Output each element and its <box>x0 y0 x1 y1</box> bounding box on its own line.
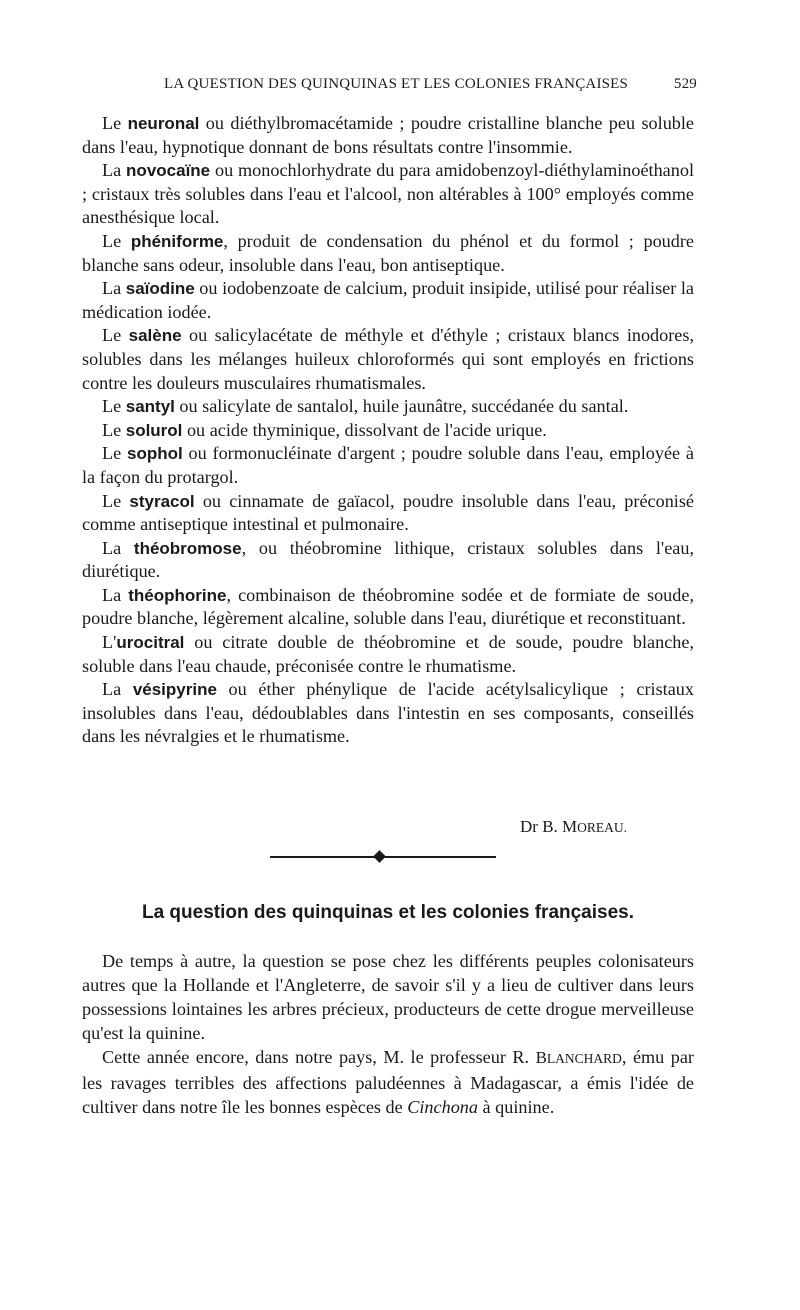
article-paragraph: De temps à autre, la question se pose chez les différents peuples colonisateurs autres que la Hollande et l'Angleterre, de savoir s'il y a lieu de cultiver dans leurs possessions lointaines les arbres précieux, producteurs de cette drogue merveilleuse qu'est la quinine. <box>82 951 694 1043</box>
article-text: , ému par les ravages terribles des affections paludéennes à Madagascar, a émis l'idée de cultiver dans notre île les bonnes espèces de <box>82 1047 694 1117</box>
entry-saiodine <box>82 277 694 324</box>
entry-sophol <box>82 442 694 489</box>
entry-text: ou cinnamate de gaïacol, poudre insoluble dans l'eau, préconisé comme antiseptique intestinal et pulmonaire. <box>82 490 694 535</box>
entry-prefix: La <box>102 160 127 181</box>
entry-prefix: Le <box>102 325 129 346</box>
diamond-ornament-icon <box>373 850 386 863</box>
article-body <box>82 949 694 1119</box>
running-header <box>82 76 697 100</box>
entry-prefix: La <box>102 278 126 299</box>
section-title: La question des quinquinas et les colonies françaises. <box>141 902 635 923</box>
entry-text: , combinaison de théobromine sodée et de formiate de soude, poudre blanche, légèrement alcaline, soluble dans l'eau, diurétique et reconstituant. <box>82 584 694 629</box>
entry-neuronal <box>82 112 694 159</box>
entry-term: urocitral <box>116 633 185 653</box>
entry-novocaine <box>82 159 694 230</box>
entry-term: théophorine <box>128 585 227 605</box>
author-name-rest: LANCHARD <box>546 1051 622 1066</box>
entry-text: ou éther phénylique de l'acide acétylsalicylique ; cristaux insolubles dans l'eau, dédoublables dans l'intestin en ses composants, conseillés dans les névralgies et le rhumatisme. <box>82 679 694 747</box>
running-title: LA QUESTION DES QUINQUINAS ET LES COLONIES FRANÇAISES <box>164 76 629 92</box>
section-divider <box>270 856 496 858</box>
article-paragraph <box>82 1045 694 1119</box>
page-number: 529 <box>673 76 697 92</box>
article-text: Cette année encore, dans notre pays, M. le professeur R. <box>102 1047 536 1067</box>
entry-text: , ou théobromine lithique, cristaux solubles dans l'eau, diurétique. <box>82 537 694 582</box>
author-name-cap: B <box>535 1048 547 1067</box>
entry-prefix: Le <box>102 443 127 464</box>
entry-solurol <box>82 419 694 443</box>
signature-name-rest: OREAU. <box>577 820 628 835</box>
entry-pheniforme <box>82 230 694 277</box>
entry-prefix: Le <box>102 490 130 511</box>
entry-term: styracol <box>129 491 195 511</box>
entry-salene <box>82 324 694 395</box>
entry-term: vésipyrine <box>132 680 217 700</box>
entry-term: saïodine <box>125 279 195 299</box>
entry-text: ou formonucléinate d'argent ; poudre soluble dans l'eau, employée à la façon du protargol. <box>82 443 694 487</box>
entry-term: novocaïne <box>126 161 211 181</box>
entry-text: ou acide thyminique, dissolvant de l'acide urique. <box>182 419 547 440</box>
author-signature <box>520 817 627 837</box>
entry-prefix: L' <box>102 632 117 653</box>
article-text: à quinine. <box>477 1097 555 1117</box>
entry-theophorine <box>82 584 694 631</box>
entry-text: ou monochlorhydrate du para amidobenzoyl-diéthylaminoéthanol ; cristaux très solubles dans l'eau et l'alcool, non altérables à 100° employés comme anesthésique local. <box>82 160 694 228</box>
entry-text: ou diéthylbromacétamide ; poudre cristalline blanche peu soluble dans l'eau, hypnotique donnant de bons résultats contre l'insommie. <box>82 113 695 157</box>
entry-prefix: Le <box>102 230 131 251</box>
entry-prefix: Le <box>102 113 128 133</box>
entry-term: théobromose <box>133 538 242 558</box>
entry-prefix: La <box>102 679 133 700</box>
entry-text: ou citrate double de théobromine et de soude, poudre blanche, soluble dans l'eau chaude, préconisée contre le rhumatisme. <box>82 632 694 676</box>
entry-term: phéniforme <box>130 231 224 251</box>
entry-term: sophol <box>127 444 183 464</box>
genus-name: Cinchona <box>407 1097 478 1117</box>
entry-theobromose <box>82 537 694 584</box>
signature-title: Dr <box>520 817 538 836</box>
entry-term: solurol <box>125 420 183 440</box>
entry-styracol <box>82 490 694 537</box>
entry-urocitral <box>82 631 694 678</box>
entry-term: santyl <box>125 397 175 417</box>
signature-initial: B. <box>542 817 558 836</box>
entry-text: , produit de condensation du phénol et du formol ; poudre blanche sans odeur, insoluble dans l'eau, bon antiseptique. <box>82 230 694 275</box>
entry-vesipyrine <box>82 678 694 749</box>
entry-term: salène <box>128 326 182 346</box>
entry-prefix: Le <box>102 396 126 417</box>
glossary-entries <box>82 112 694 749</box>
entry-term: neuronal <box>127 114 200 133</box>
entry-prefix: La <box>102 584 129 605</box>
entry-text: ou iodobenzoate de calcium, produit insipide, utilisé pour réaliser la médication iodée. <box>82 278 694 322</box>
entry-prefix: Le <box>102 419 126 440</box>
entry-prefix: La <box>102 537 134 558</box>
entry-text: ou salicylate de santalol, huile jaunâtre, succédanée du santal. <box>174 396 629 417</box>
signature-name-cap: M <box>562 817 578 836</box>
entry-santyl <box>82 395 694 419</box>
entry-text: ou salicylacétate de méthyle et d'éthyle ; cristaux blancs inodores, solubles dans les mélanges huileux chloroformés qui sont employés en frictions contre les douleurs musculaires rhumatismales. <box>82 325 694 393</box>
